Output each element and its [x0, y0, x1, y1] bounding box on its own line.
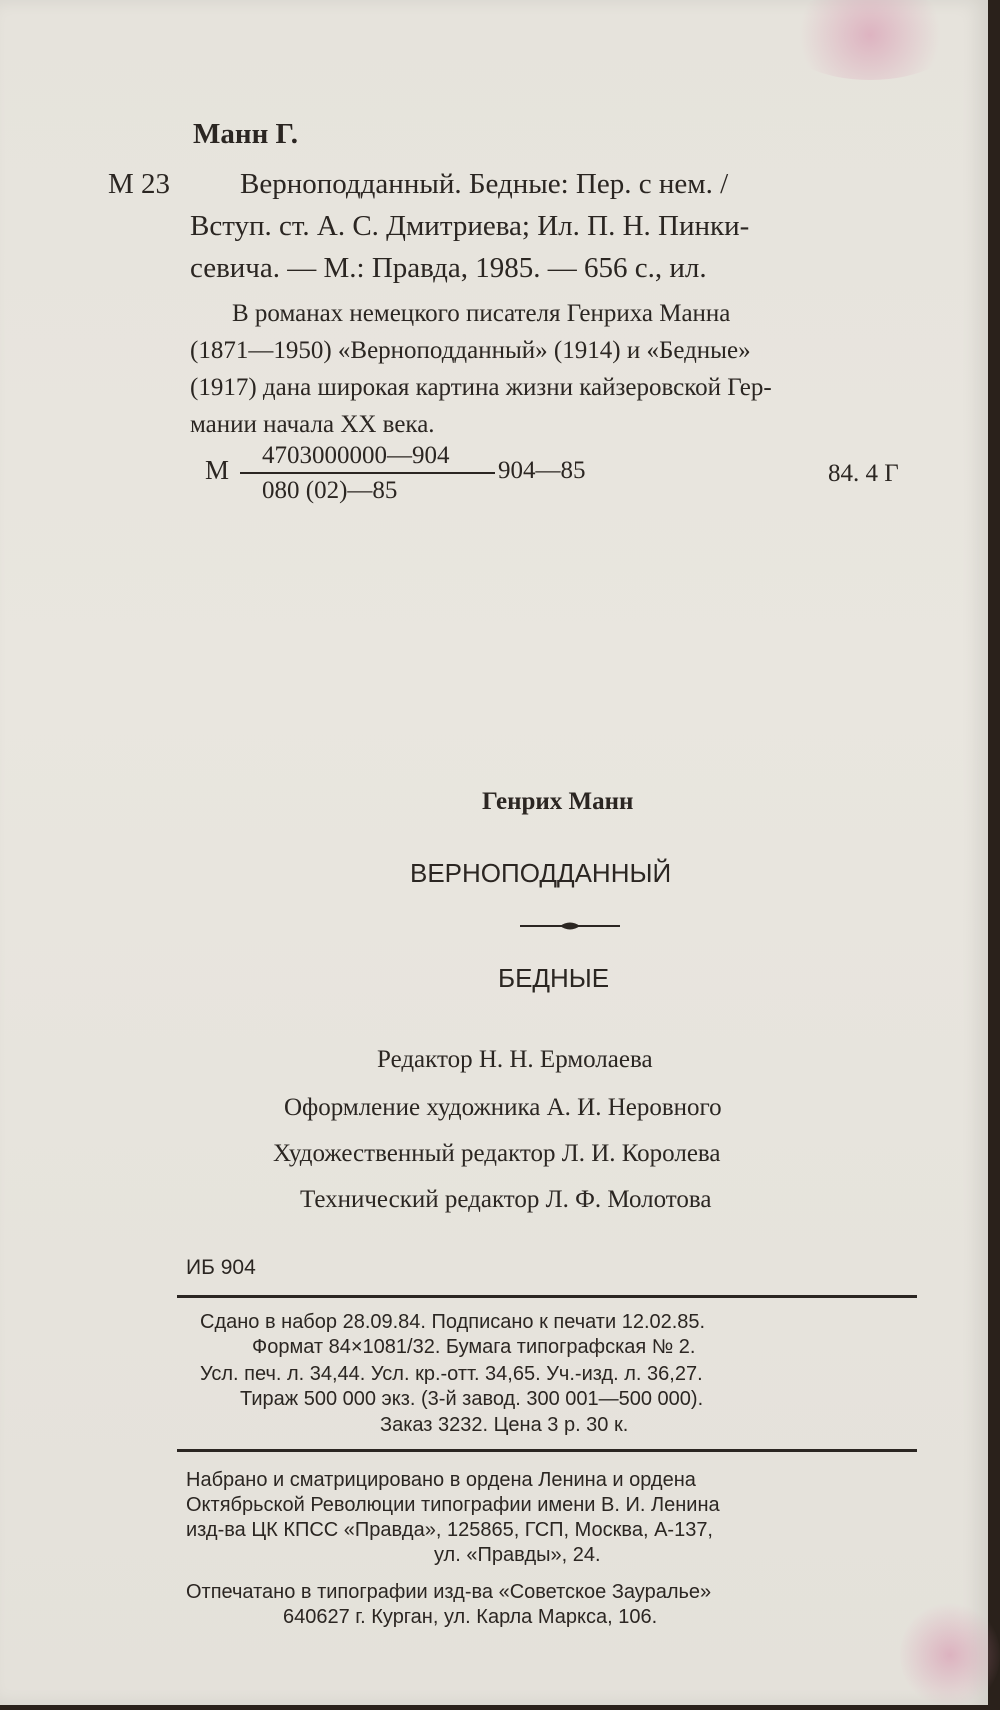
print-info-4: Тираж 500 000 экз. (3-й завод. 300 001—500 000).	[240, 1388, 704, 1410]
credit-design: Оформление художника А. И. Неровного	[284, 1094, 722, 1121]
formula-fraction-bar	[240, 472, 495, 474]
title-bednye: БЕДНЫЕ	[498, 963, 610, 993]
formula-letter: М	[205, 455, 230, 485]
imprint-rule-top	[177, 1295, 917, 1298]
annotation-line-2: (1871—1950) «Верноподданный» (1914) и «Бедные»	[190, 337, 751, 364]
bib-line-2: Вступ. ст. А. С. Дмитриева; Ил. П. Н. Пинки-	[190, 210, 750, 242]
imprint-rule-bottom	[177, 1449, 917, 1452]
stain-top-right	[780, 0, 960, 80]
imprint-author: Генрих Манн	[482, 788, 634, 815]
stain-bottom-right	[900, 1600, 1000, 1710]
author-heading: Манн Г.	[193, 118, 298, 150]
formula-numerator: 4703000000—904	[262, 442, 450, 469]
print-info-5: Заказ 3232. Цена 3 р. 30 к.	[380, 1414, 629, 1436]
bib-line-3: севича. — М.: Правда, 1985. — 656 с., ил.	[190, 252, 707, 284]
classification-code: 84. 4 Г	[828, 460, 899, 487]
title-verno: ВЕРНОПОДДАННЫЙ	[410, 858, 672, 888]
credit-editor: Редактор Н. Н. Ермолаева	[377, 1046, 653, 1073]
printer-info-4: ул. «Правды», 24.	[434, 1544, 601, 1566]
index-code: М 23	[108, 168, 171, 200]
annotation-line-4: мании начала XX века.	[190, 411, 435, 438]
credit-art-editor: Художественный редактор Л. И. Королева	[273, 1140, 721, 1167]
credit-tech-editor: Технический редактор Л. Ф. Молотова	[300, 1186, 712, 1213]
bib-line-1: Верноподданный. Бедные: Пер. с нем. /	[240, 168, 729, 200]
printer-info-2: Октябрьской Революции типографии имени В. И. Ленина	[186, 1494, 720, 1516]
title-ornament	[520, 919, 620, 931]
printer-info-6: 640627 г. Курган, ул. Карла Маркса, 106.	[283, 1606, 658, 1628]
formula-suffix: 904—85	[498, 457, 586, 484]
annotation-line-3: (1917) дана широкая картина жизни кайзеровской Гер-	[190, 374, 772, 401]
formula-denominator: 080 (02)—85	[262, 477, 398, 504]
print-info-1: Сдано в набор 28.09.84. Подписано к печати 12.02.85.	[200, 1311, 706, 1333]
print-info-2: Формат 84×1081/32. Бумага типографская № 2.	[252, 1336, 696, 1358]
print-info-3: Усл. печ. л. 34,44. Усл. кр.-отт. 34,65. Уч.-изд. л. 36,27.	[200, 1363, 703, 1385]
printer-info-1: Набрано и сматрицировано в ордена Ленина и ордена	[186, 1469, 696, 1491]
printer-info-3: изд-ва ЦК КПСС «Правда», 125865, ГСП, Москва, А-137,	[186, 1519, 713, 1541]
annotation-line-1: В романах немецкого писателя Генриха Манна	[232, 300, 731, 327]
ib-number: ИБ 904	[186, 1256, 256, 1279]
printer-info-5: Отпечатано в типографии изд-ва «Советское Зауралье»	[186, 1581, 712, 1603]
